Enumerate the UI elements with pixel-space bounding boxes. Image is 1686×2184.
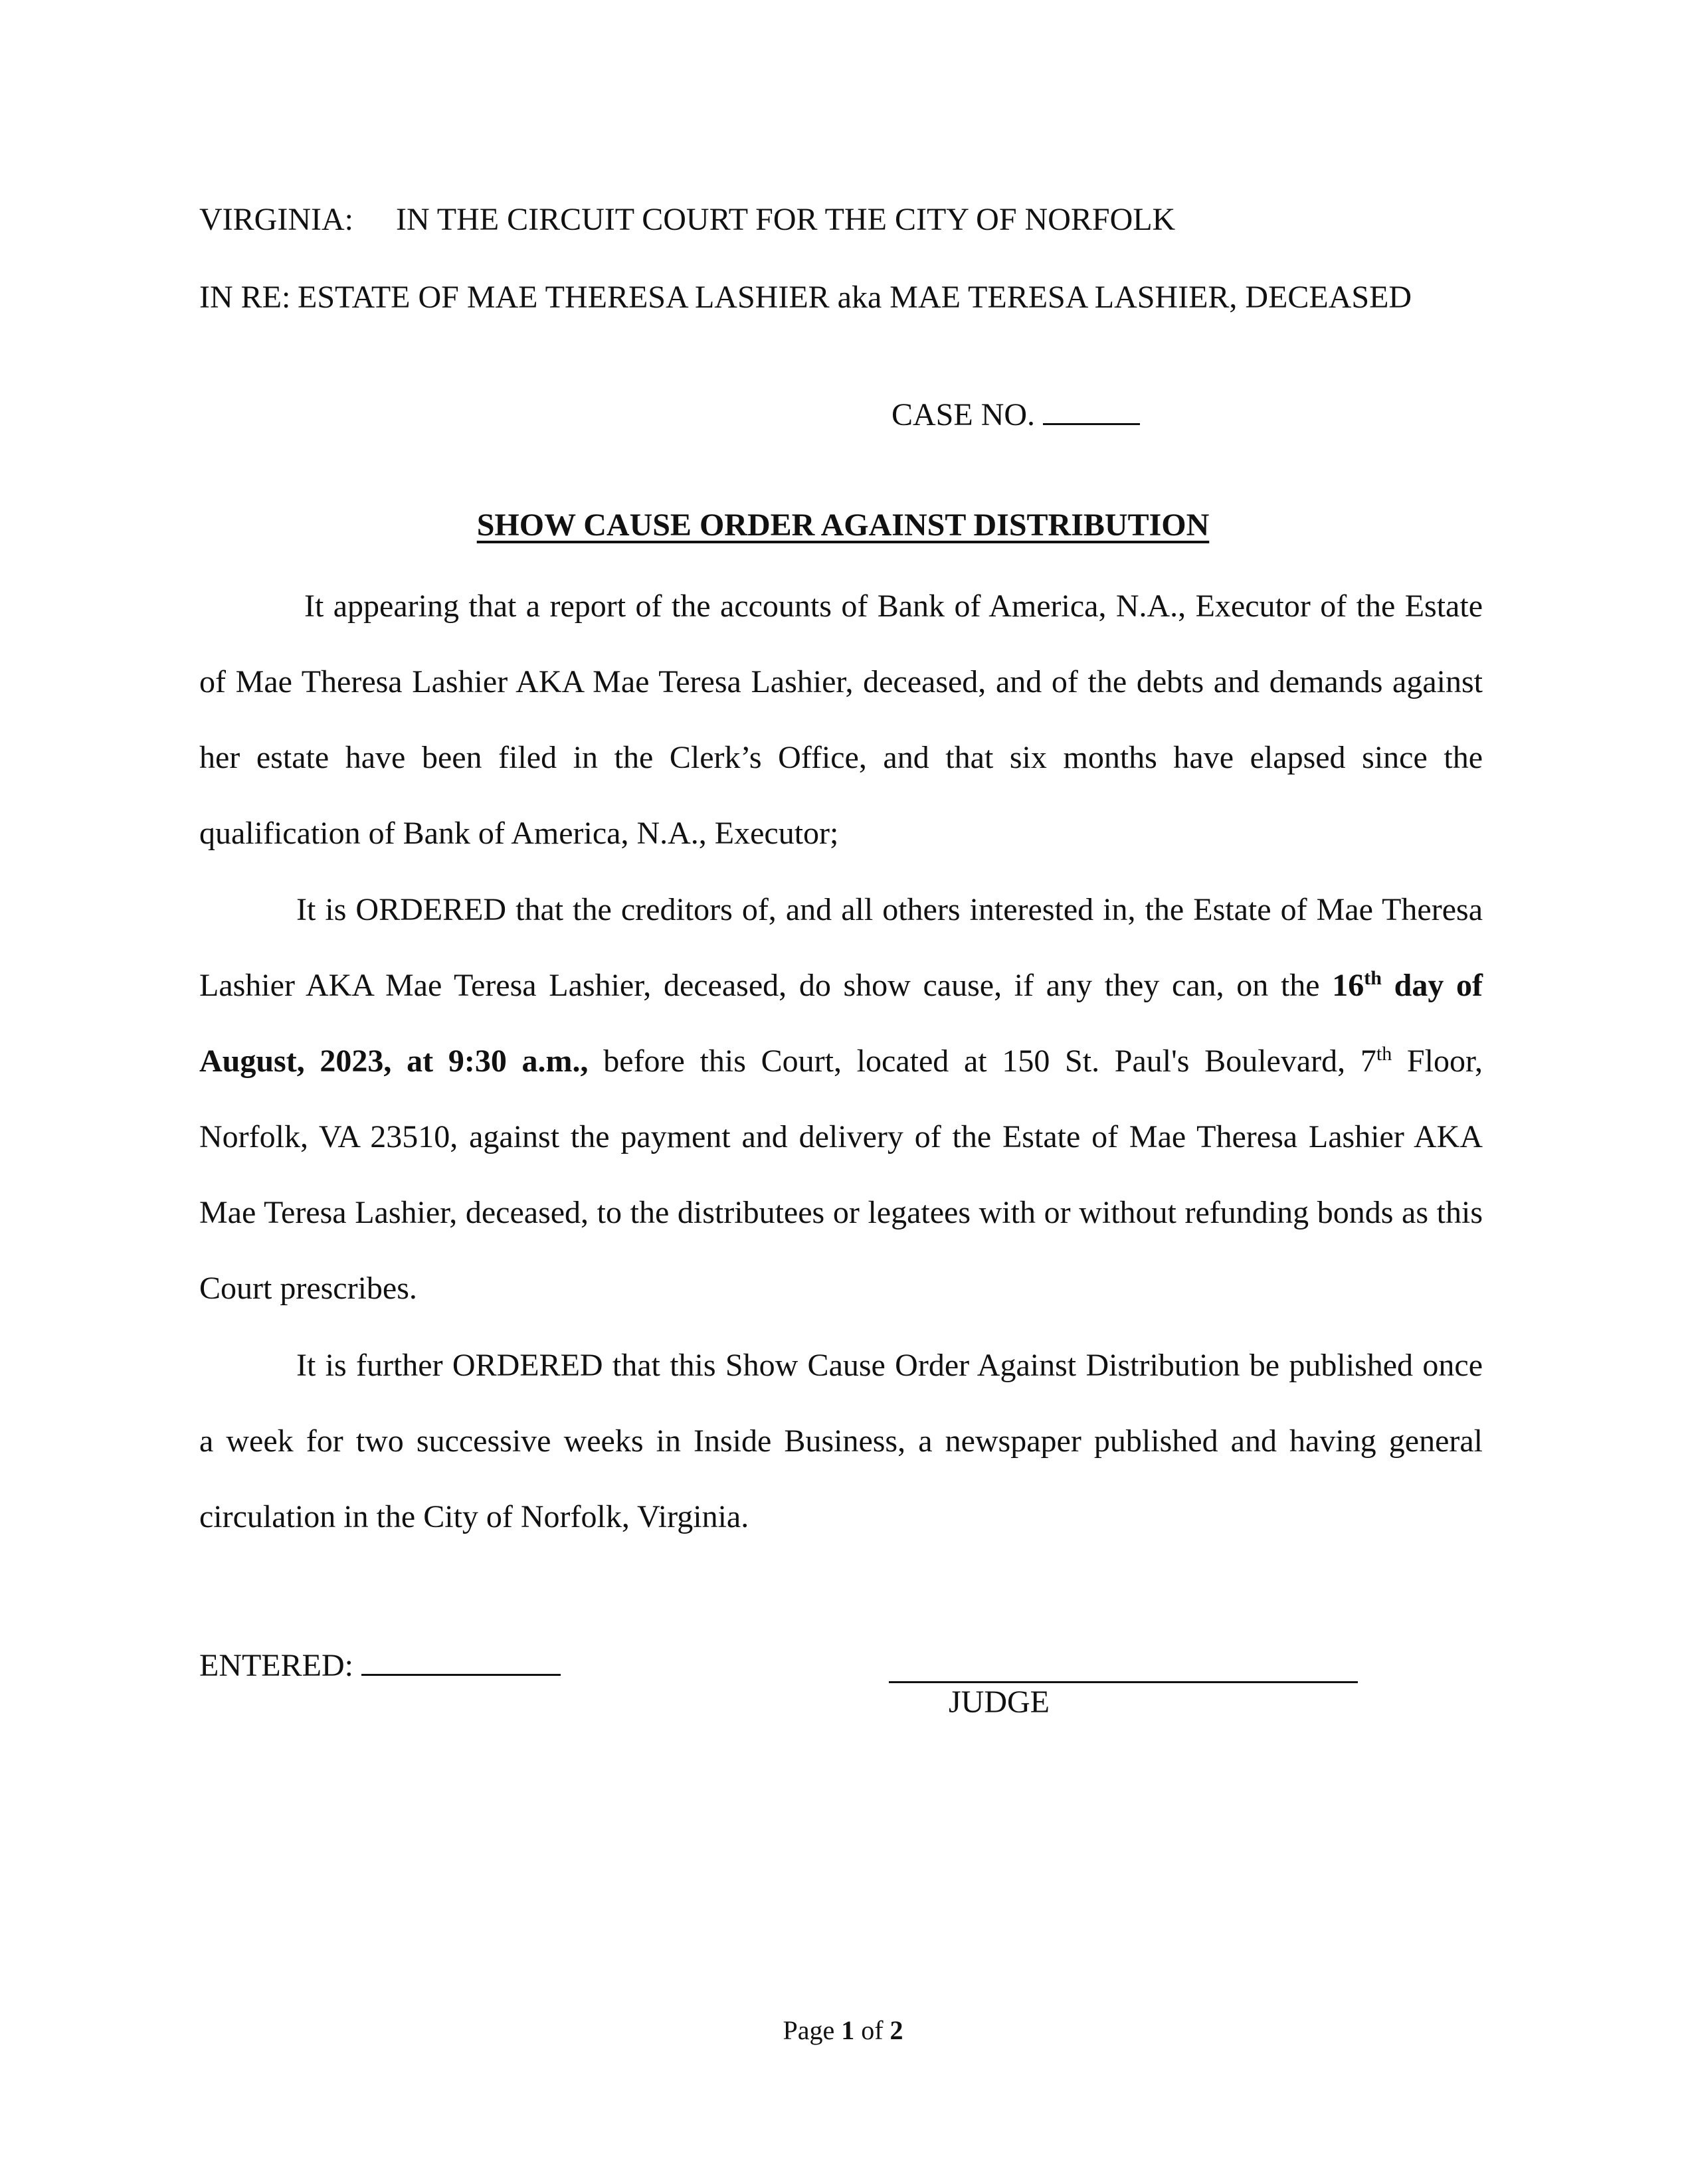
page-footer (0, 2014, 1686, 2047)
entered-date-blank (361, 1643, 561, 1676)
page-current: 1 (841, 2015, 855, 2045)
page-total: 2 (890, 2015, 903, 2045)
ordered-text-part2: before this Court, located at 150 St. Paul's Boulevard, 7 (588, 1044, 1376, 1079)
judge-label: JUDGE (949, 1684, 1050, 1720)
paragraph-ordered (199, 872, 1483, 1326)
hearing-day-suffix: th (1364, 967, 1382, 989)
page-label: Page (783, 2015, 835, 2045)
paragraph-ordered-text (199, 872, 1483, 1326)
state-label: VIRGINIA: (199, 202, 353, 237)
case-number (891, 393, 1140, 434)
floor-suffix: th (1376, 1043, 1392, 1065)
paragraph-appearing-text: It appearing that a report of the accounts of Bank of America, N.A., Executor of the Estate of Mae Theresa Lashier AKA Mae Teresa Lashier, deceased, and of the debts and demands against her estate have been filed in the Clerk’s Office, and that six months have elapsed since the qualification of Bank of America, N.A., Executor; (199, 589, 1483, 851)
hearing-date-time: day of August, 2023, at 9:30 a.m., (199, 968, 1483, 1079)
case-no-blank (1043, 393, 1140, 425)
document-title: SHOW CAUSE ORDER AGAINST DISTRIBUTION (476, 507, 1210, 543)
ordered-text-part1: It is ORDERED that the creditors of, and all others interested in, the Estate of Mae Theresa Lashier AKA Mae Teresa Lashier, deceased, do show cause, if any they can, on the (199, 892, 1483, 1003)
court-name: IN THE CIRCUIT COURT FOR THE CITY OF NORFOLK (396, 202, 1176, 237)
paragraph-publication (199, 1328, 1483, 1555)
court-header (199, 201, 1175, 239)
paragraph-appearing (199, 569, 1483, 871)
hearing-day: 16 (1332, 968, 1364, 1003)
entered-label: ENTERED: (199, 1648, 353, 1683)
in-re-header (199, 278, 1412, 317)
of-label: of (861, 2015, 884, 2045)
estate-name: ESTATE OF MAE THERESA LASHIER aka MAE TERESA LASHIER, DECEASED (298, 280, 1412, 315)
entered-line (199, 1643, 561, 1685)
paragraph-publication-text: It is further ORDERED that this Show Cause Order Against Distribution be published once a week for two successive weeks in Inside Business, a newspaper published and having general circulation in the City of Norfolk, Virginia. (199, 1348, 1483, 1534)
in-re-label: IN RE: (199, 280, 291, 315)
case-no-label: CASE NO. (891, 397, 1036, 432)
ordered-text-part3: Floor, Norfolk, VA 23510, against the payment and delivery of the Estate of Mae Theresa Lashier AKA Mae Teresa Lashier, deceased, to the distributees or legatees with or without refunding bonds as this Court prescribes. (199, 1044, 1483, 1306)
